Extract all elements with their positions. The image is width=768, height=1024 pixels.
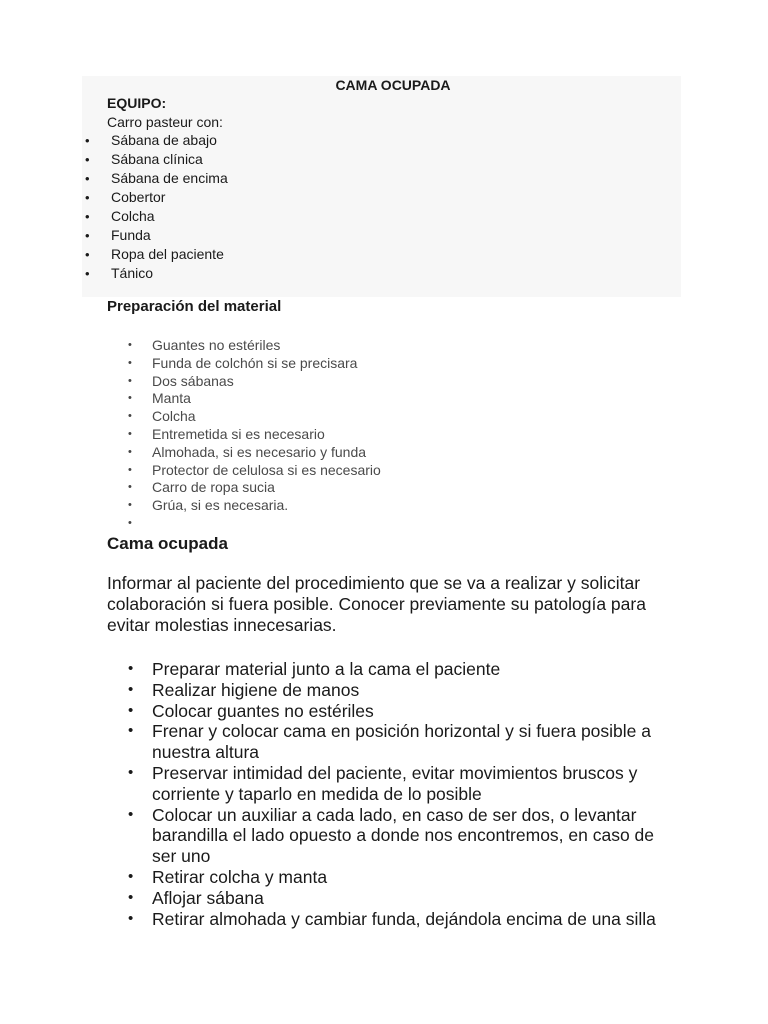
list-item: • Colocar guantes no estériles [128, 701, 668, 722]
list-item: • Colocar un auxiliar a cada lado, en caso de ser dos, o levantar barandilla el lado opuesto a donde nos encontremos, en caso de ser uno [128, 805, 668, 867]
list-item: • Carro de ropa sucia [128, 479, 381, 497]
preparation-heading: Preparación del material [107, 298, 282, 315]
list-item: • Dos sábanas [128, 373, 381, 391]
list-item: • Entremetida si es necesario [128, 426, 381, 444]
preparation-list [128, 337, 381, 533]
list-item: • Sábana de abajo [82, 131, 228, 150]
equipment-intro: Carro pasteur con: [107, 114, 223, 130]
list-item: • Protector de celulosa si es necesario [128, 462, 381, 480]
list-item: • Frenar y colocar cama en posición horizontal y si fuera posible a nuestra altura [128, 721, 668, 763]
list-item: • Aflojar sábana [128, 888, 668, 909]
list-item: • Sábana de encima [82, 169, 228, 188]
list-item: • Colcha [128, 408, 381, 426]
list-item: • Manta [128, 390, 381, 408]
list-item: • Colcha [82, 207, 228, 226]
occupied-bed-heading: Cama ocupada [107, 534, 228, 553]
list-item: • Preservar intimidad del paciente, evitar movimientos bruscos y corriente y taparlo en medida de lo posible [128, 763, 668, 805]
procedure-intro-paragraph: Informar al paciente del procedimiento que se va a realizar y solicitar colaboración si fuera posible. Conocer previamente su patología para evitar molestias innecesarias. [107, 573, 646, 635]
empty-list-item [128, 515, 381, 533]
list-item: • Cobertor [82, 188, 228, 207]
list-item: • Funda [82, 226, 228, 245]
list-item: • Sábana clínica [82, 150, 228, 169]
list-item: • Retirar colcha y manta [128, 867, 668, 888]
list-item: • Grúa, si es necesaria. [128, 497, 381, 515]
list-item: • Preparar material junto a la cama el paciente [128, 659, 668, 680]
list-item: • Funda de colchón si se precisara [128, 355, 381, 373]
list-item: • Almohada, si es necesario y funda [128, 444, 381, 462]
list-item: • Tánico [82, 264, 228, 283]
list-item: • Guantes no estériles [128, 337, 381, 355]
list-item: • Realizar higiene de manos [128, 680, 668, 701]
equipment-label: EQUIPO: [107, 95, 167, 111]
procedure-steps-list [128, 659, 668, 929]
document-title: CAMA OCUPADA [335, 77, 451, 93]
list-item: • Retirar almohada y cambiar funda, dejándola encima de una silla [128, 909, 668, 930]
equipment-list [82, 131, 228, 283]
list-item: • Ropa del paciente [82, 245, 228, 264]
